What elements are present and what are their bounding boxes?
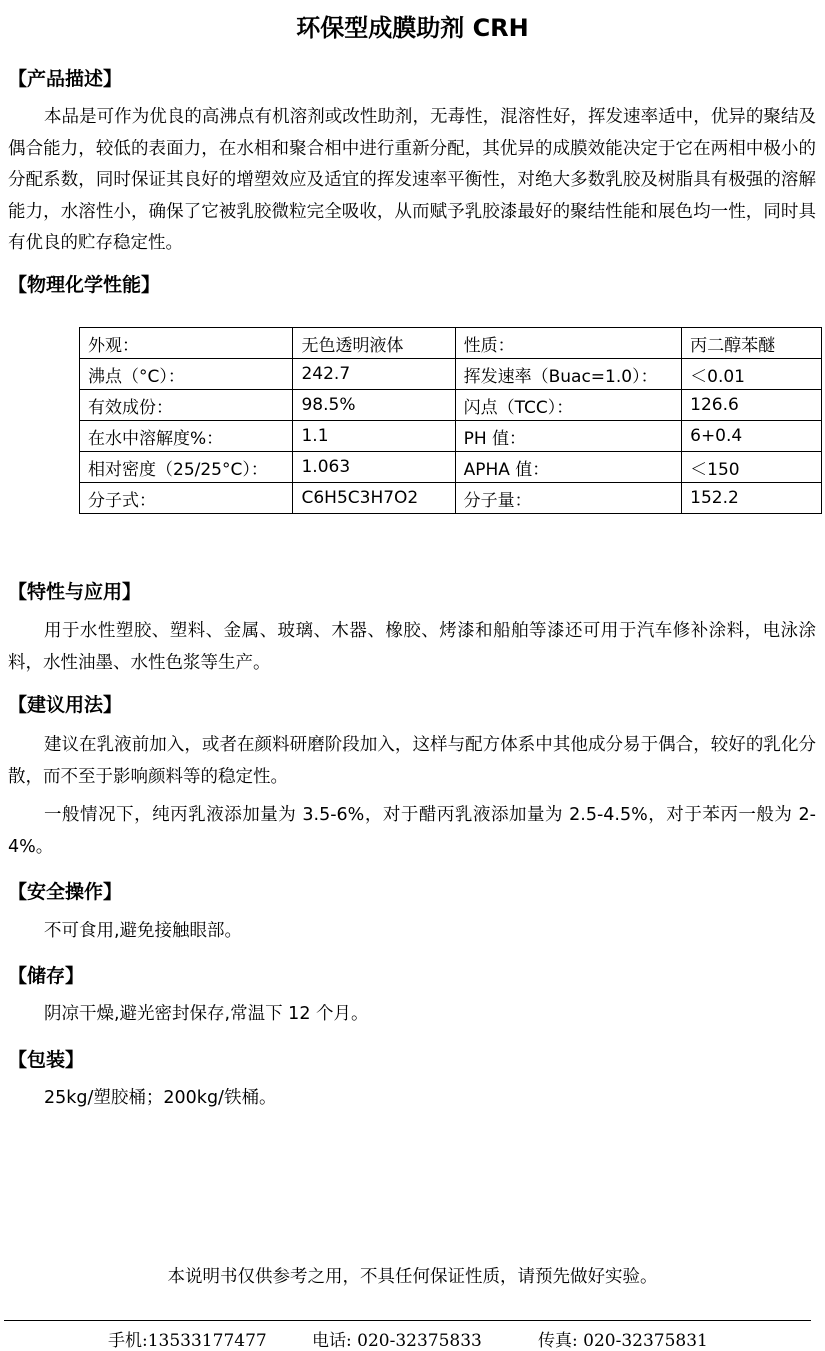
heading-applications: 【特性与应用】	[8, 581, 142, 603]
footer-phone: 手机:13533177477	[108, 1331, 267, 1351]
table-label-cell: 闪点（TCC）：	[455, 390, 682, 421]
usage-text-1: 建议在乳液前加入，或者在颜料研磨阶段加入，这样与配方体系中其他成分易于偶合，较好的乳化分散，而不至于影响颜料等的稳定性。	[8, 735, 816, 787]
heading-usage: 【建议用法】	[8, 694, 123, 716]
table-value-cell: 6+0.4	[682, 421, 822, 452]
table-label-cell: 分子式：	[80, 483, 293, 514]
table-value-cell: ＜150	[682, 452, 822, 483]
table-label-cell: APHA 值：	[455, 452, 682, 483]
table-value-cell: 242.7	[293, 359, 455, 390]
table-label-cell: 相对密度（25/25°C）：	[80, 452, 293, 483]
table-label-cell: 有效成份：	[80, 390, 293, 421]
table-row	[80, 390, 822, 421]
table-value-cell: 1.063	[293, 452, 455, 483]
heading-storage: 【储存】	[8, 965, 85, 987]
table-label-cell: 沸点（°C）：	[80, 359, 293, 390]
table-label-cell: 外观：	[80, 328, 293, 359]
table-label-cell: 分子量：	[455, 483, 682, 514]
table-row	[80, 452, 822, 483]
heading-packaging: 【包装】	[8, 1049, 85, 1071]
disclaimer-note: 本说明书仅供参考之用，不具任何保证性质，请预先做好实验。	[167, 1267, 658, 1287]
heading-properties: 【物理化学性能】	[8, 274, 161, 296]
packaging-text: 25kg/塑胶桶；200kg/铁桶。	[44, 1088, 277, 1108]
table-value-cell: 1.1	[293, 421, 455, 452]
table-row	[80, 328, 822, 359]
table-value-cell: 126.6	[682, 390, 822, 421]
description-text: 本品是可作为优良的高沸点有机溶剂或改性助剂，无毒性，混溶性好，挥发速率适中，优异的聚结及偶合能力，较低的表面力，在水相和聚合相中进行重新分配，其优异的成膜效能决定于它在两相中极小的分配系数，同时保证其良好的增塑效应及适宜的挥发速率平衡性，对绝大多数乳胶及树脂具有极强的溶解能力，水溶性小，确保了它被乳胶微粒完全吸收，从而赋予乳胶漆最好的聚结性能和展色均一性，同时具有优良的贮存稳定性。	[8, 107, 816, 253]
table-value-cell: ＜0.01	[682, 359, 822, 390]
heading-safety: 【安全操作】	[8, 881, 123, 903]
usage-text-2: 一般情况下，纯丙乳液添加量为 3.5-6%，对于醋丙乳液添加量为 2.5-4.5%，对于苯丙一般为 2-4%。	[8, 805, 816, 857]
heading-description: 【产品描述】	[8, 68, 123, 90]
footer-fax: 传真: 020-32375831	[538, 1331, 708, 1351]
storage-text: 阴凉干燥,避光密封保存,常温下 12 个月。	[44, 1004, 369, 1024]
table-value-cell: 无色透明液体	[293, 328, 455, 359]
footer-tel: 电话: 020-32375833	[312, 1331, 482, 1351]
table-row	[80, 483, 822, 514]
table-label-cell: PH 值：	[455, 421, 682, 452]
table-row	[80, 421, 822, 452]
table-row	[80, 359, 822, 390]
footer-divider	[4, 1320, 811, 1321]
table-value-cell: 98.5%	[293, 390, 455, 421]
table-label-cell: 性质：	[455, 328, 682, 359]
table-label-cell: 在水中溶解度%：	[80, 421, 293, 452]
table-label-cell: 挥发速率（Buac=1.0）：	[455, 359, 682, 390]
table-value-cell: C6H5C3H7O2	[293, 483, 455, 514]
document-title: 环保型成膜助剂 CRH	[296, 14, 529, 42]
safety-text: 不可食用,避免接触眼部。	[44, 921, 243, 941]
applications-text: 用于水性塑胶、塑料、金属、玻璃、木器、橡胶、烤漆和船舶等漆还可用于汽车修补涂料，电泳涂料，水性油墨、水性色浆等生产。	[8, 621, 816, 673]
properties-table	[79, 327, 822, 514]
table-value-cell: 152.2	[682, 483, 822, 514]
table-value-cell: 丙二醇苯醚	[682, 328, 822, 359]
